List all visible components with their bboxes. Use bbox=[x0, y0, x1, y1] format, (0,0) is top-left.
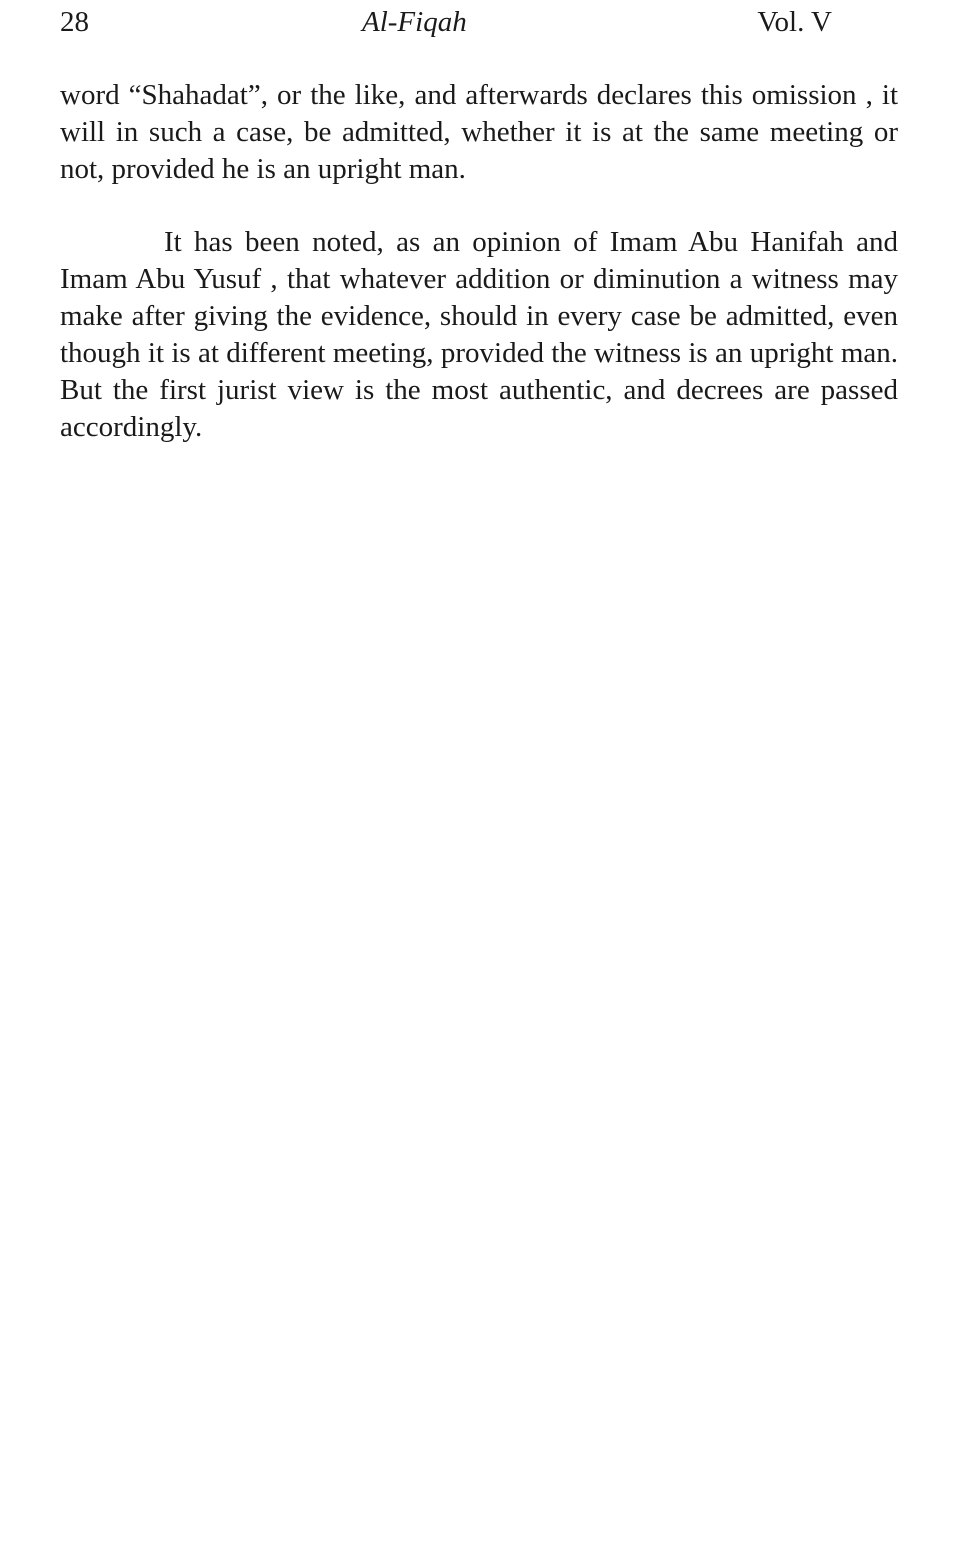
book-title: Al-Fiqah bbox=[362, 6, 467, 38]
page-number: 28 bbox=[60, 6, 89, 38]
paragraph-continued: word “Shahadat”, or the like, and afterwards declares this omission , it will in such a case, be admitted, whether it is at the same meeting or not, provided he is an upright man. bbox=[60, 79, 898, 185]
body-text bbox=[60, 77, 898, 446]
volume-label: Vol. V bbox=[757, 6, 832, 38]
paragraph-opinion: It has been noted, as an opinion of Imam Abu Hanifah and Imam Abu Yusuf , that whatever addition or diminution a witness may make after giving the evidence, should in every case be admitted, even though it is at different meeting, provided the witness is an upright man. But the first jurist view is the most authentic, and decrees are passed accordingly. bbox=[60, 226, 898, 443]
running-header bbox=[60, 2, 832, 42]
